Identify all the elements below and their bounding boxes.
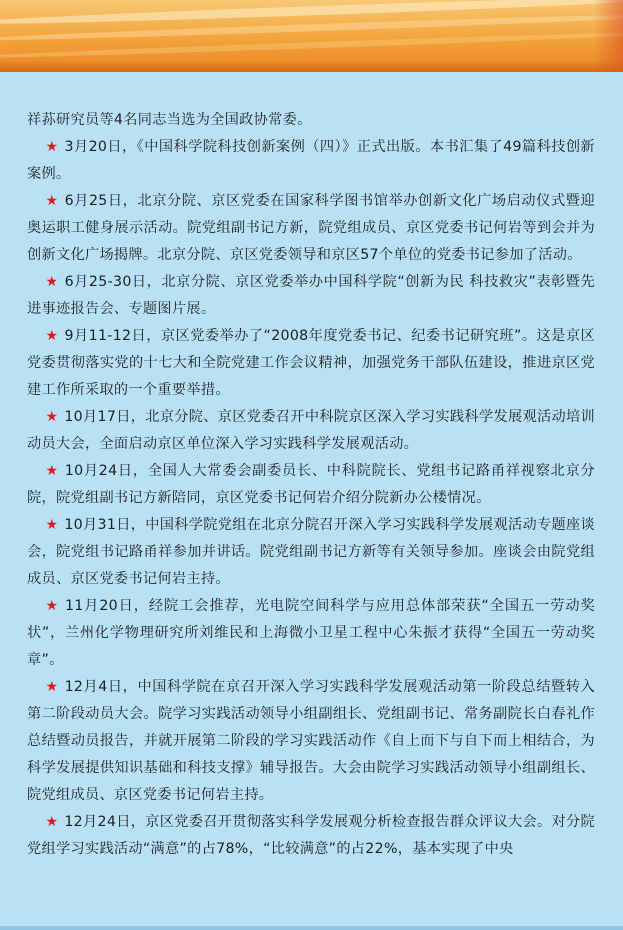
band-bottom-shadow: [0, 60, 623, 72]
paragraph-text: 祥荪研究员等4名同志当选为全国政协常委。: [27, 112, 312, 128]
paragraph-text: 10月17日，北京分院、京区党委召开中科院京区深入学习实践科学发展观活动培训动员大会，全面启动京区单位深入学习实践科学发展观活动。: [27, 409, 595, 452]
paragraph-text: 12月4日，中国科学院在京召开深入学习实践科学发展观活动第一阶段总结暨转入第二阶段动员大会。院学习实践活动领导小组副组长、党组副书记、常务副院长白春礼作总结暨动员报告，并就开展第二阶段的学习实践活动作《自上而下与自下而上相结合，为科学发展提供知识基础和科技支撑》辅导报告。大会由院学习实践活动领导小组副组长、院党组成员、京区党委书记何岩主持。: [27, 679, 595, 803]
star-icon: ★: [45, 193, 59, 209]
star-icon: ★: [45, 463, 59, 479]
star-icon: ★: [45, 274, 59, 290]
chronicle-paragraph: [27, 593, 595, 674]
header-decorative-band: [0, 0, 623, 72]
paragraph-text: 11月20日，经院工会推荐，光电院空间科学与应用总体部荣获“全国五一劳动奖状”，兰州化学物理研究所刘维民和上海微小卫星工程中心朱振才获得“全国五一劳动奖章”。: [27, 598, 595, 668]
chronicle-paragraph: [27, 107, 595, 134]
chronicle-paragraph: [27, 404, 595, 458]
chronicle-paragraph: [27, 674, 595, 809]
star-icon: ★: [45, 517, 59, 533]
paragraph-text: 12月24日，京区党委召开贯彻落实科学发展观分析检查报告群众评议大会。对分院党组学习实践活动“满意”的占78%，“比较满意”的占22%，基本实现了中央: [27, 814, 595, 857]
paragraph-text: 3月20日，《中国科学院科技创新案例（四）》正式出版。本书汇集了49篇科技创新案例。: [27, 139, 595, 182]
paragraph-text: 10月24日，全国人大常委会副委员长、中科院院长、党组书记路甬祥视察北京分院，院党组副书记方新陪同，京区党委书记何岩介绍分院新办公楼情况。: [27, 463, 595, 506]
star-icon: ★: [45, 139, 59, 155]
paragraph-text: 9月11-12日，京区党委举办了“2008年度党委书记、纪委书记研究班”。这是京区党委贯彻落实党的十七大和全院党建工作会议精神，加强党务干部队伍建设，推进京区党建工作所采取的一个重要举措。: [27, 328, 595, 398]
star-icon: ★: [45, 814, 59, 830]
star-icon: ★: [45, 679, 59, 695]
star-icon: ★: [45, 409, 59, 425]
chronicle-paragraph: [27, 134, 595, 188]
chronicle-paragraph: [27, 458, 595, 512]
chronicle-paragraph: [27, 269, 595, 323]
paragraph-text: 6月25-30日，北京分院、京区党委举办中国科学院“创新为民 科技救灾”表彰暨先进事迹报告会、专题图片展。: [27, 274, 595, 317]
chronicle-paragraph: [27, 323, 595, 404]
chronicle-text-body: [27, 107, 595, 863]
paragraph-text: 10月31日，中国科学院党组在北京分院召开深入学习实践科学发展观活动专题座谈会，院党组书记路甬祥参加并讲话。院党组副书记方新等有关领导参加。座谈会由院党组成员、京区党委书记何岩主持。: [27, 517, 595, 587]
paragraph-text: 6月25日，北京分院、京区党委在国家科学图书馆举办创新文化广场启动仪式暨迎奥运职工健身展示活动。院党组副书记方新，院党组成员、京区党委书记何岩等到会并为创新文化广场揭牌。北京分院、京区党委领导和京区57个单位的党委书记参加了活动。: [27, 193, 595, 263]
star-icon: ★: [45, 598, 59, 614]
star-icon: ★: [45, 328, 59, 344]
chronicle-paragraph: [27, 512, 595, 593]
chronicle-paragraph: [27, 188, 595, 269]
page-bottom-edge: [0, 926, 623, 930]
chronicle-paragraph: [27, 809, 595, 863]
